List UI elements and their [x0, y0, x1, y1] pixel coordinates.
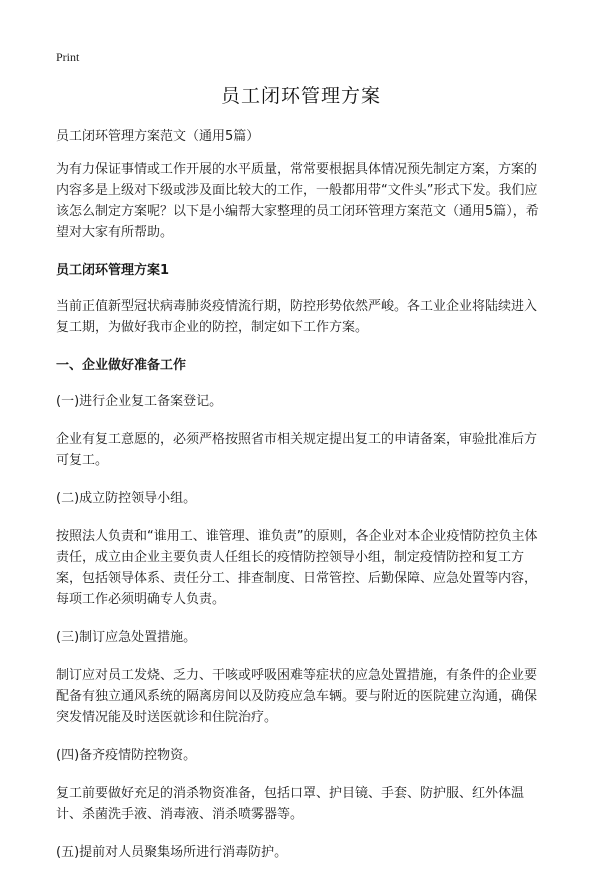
- item1-body: 企业有复工意愿的，必须严格按照省市相关规定提出复工的申请备案，审验批准后方可复工。: [56, 432, 538, 468]
- intro-paragraph: 为有力保证事情或工作开展的水平质量，常常要根据具体情况预先制定方案，方案的内容多是上级对下级或涉及面比较大的工作，一般都用带“文件头”形式下发。我们应该怎么制定方案呢？以下是小编帮大家整理的员工闭环管理方案范文（通用5篇），希望对大家有所帮助。: [56, 162, 539, 240]
- item4-body: 复工前要做好充足的消杀物资准备，包括口罩、护目镜、手套、防护服、红外体温计、杀菌洗手液、消毒液、消杀喷雾器等。: [56, 786, 525, 822]
- item4-title: (四)备齐疫情防控物资。: [56, 748, 197, 763]
- item2-body: 按照法人负责和“谁用工、谁管理、谁负责”的原则，各企业对本企业疫情防控负主体责任，成立由企业主要负责人任组长的疫情防控领导小组，制定疫情防控和复工方案，包括领导体系、责任分工、排查制度、日常管控、后勤保障、应急处置等内容，每项工作必须明确专人负责。: [56, 529, 538, 607]
- section1-heading: 员工闭环管理方案1: [56, 263, 170, 278]
- item3-title: (三)制订应急处置措施。: [56, 630, 197, 645]
- item1-title: (一)进行企业复工备案登记。: [56, 394, 223, 409]
- item2-title: (二)成立防控领导小组。: [56, 491, 197, 506]
- document-title: 员工闭环管理方案: [220, 85, 381, 107]
- section1-intro: 当前正值新型冠状病毒肺炎疫情流行期，防控形势依然严峻。各工业企业将陆续进入复工期，为做好我市企业的防控，制定如下工作方案。: [56, 299, 538, 335]
- item5-title: (五)提前对人员聚集场所进行消毒防护。: [56, 845, 288, 860]
- document-page: [56, 46, 546, 880]
- part1-heading: 一、企业做好准备工作: [56, 358, 187, 373]
- print-link[interactable]: Print: [56, 50, 80, 64]
- document-subtitle: 员工闭环管理方案范文（通用5篇）: [56, 129, 260, 144]
- item3-body: 制订应对员工发烧、乏力、干咳或呼吸困难等症状的应急处置措施，有条件的企业要配备有独立通风系统的隔离房间以及防疫应急车辆。要与附近的医院建立沟通，确保突发情况能及时送医就诊和住院治疗。: [56, 668, 538, 725]
